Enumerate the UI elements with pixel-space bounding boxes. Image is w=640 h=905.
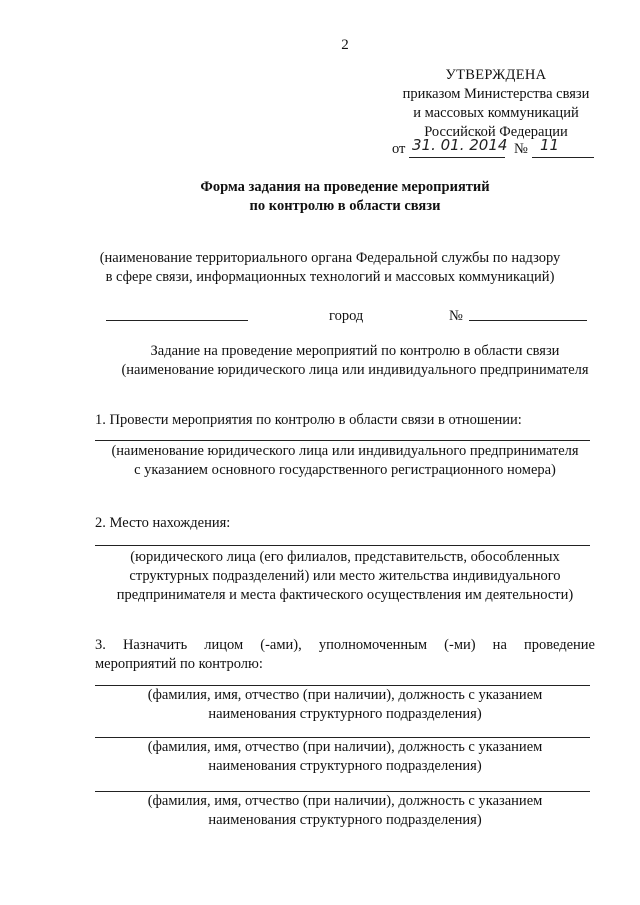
approval-line: Российской Федерации <box>424 124 568 140</box>
form-title-line: по контролю в области связи <box>249 198 441 214</box>
note-line: (фамилия, имя, отчество (при наличии), должность с указанием <box>147 739 543 755</box>
note-line: (наименование территориального органа Федеральной службы по надзору <box>99 250 561 266</box>
blank-line <box>95 440 590 441</box>
number-prefix: № <box>514 141 528 157</box>
date-prefix: от <box>392 141 406 157</box>
number-underline <box>532 157 594 158</box>
person-note <box>95 792 595 830</box>
form-title-line: Форма задания на проведение мероприятий <box>200 179 490 195</box>
task-title <box>95 342 615 380</box>
approval-stamp <box>380 66 612 142</box>
date-underline <box>409 157 505 158</box>
item-3-text <box>95 636 595 674</box>
number-label: № <box>449 308 463 324</box>
note-line: (наименование юридического лица или индивидуального предпринимателя <box>111 443 579 459</box>
city-number-row <box>0 307 640 327</box>
task-title-line: Задание на проведение мероприятий по контролю в области связи <box>150 343 560 359</box>
approval-line: и массовых коммуникаций <box>413 105 579 121</box>
page-number: 2 <box>341 37 349 53</box>
city-label: город <box>329 308 364 324</box>
approval-line: приказом Министерства связи <box>402 86 590 102</box>
note-line: наименования структурного подразделения) <box>208 758 482 774</box>
person-note <box>95 686 595 724</box>
person-note <box>95 738 595 776</box>
note-line: наименования структурного подразделения) <box>208 706 482 722</box>
handwritten-number: 11 <box>540 136 560 154</box>
territorial-body-note <box>95 249 565 287</box>
item-2-note <box>95 548 595 605</box>
task-title-line: (наименование юридического лица или индивидуального предпринимателя <box>121 362 589 378</box>
blank-line <box>469 320 587 321</box>
note-line: с указанием основного государственного регистрационного номера) <box>134 462 556 478</box>
note-line: наименования структурного подразделения) <box>208 812 482 828</box>
blank-line <box>106 320 248 321</box>
item-3-line: мероприятий по контролю: <box>95 656 263 672</box>
note-line: (фамилия, имя, отчество (при наличии), должность с указанием <box>147 687 543 703</box>
item-2-text: 2. Место нахождения: <box>95 515 231 531</box>
approval-title: УТВЕРЖДЕНА <box>445 67 547 83</box>
note-line: предпринимателя и места фактического осуществления им деятельности) <box>116 587 574 603</box>
item-3-line: 3. Назначить лицом (-ами), уполномоченным (-ми) на проведение <box>95 637 595 653</box>
handwritten-date: 31. 01. 2014 <box>412 136 508 154</box>
note-line: (юридического лица (его филиалов, представительств, обособленных <box>130 549 560 565</box>
blank-line <box>95 545 590 546</box>
note-line: (фамилия, имя, отчество (при наличии), должность с указанием <box>147 793 543 809</box>
note-line: в сфере связи, информационных технологий и массовых коммуникаций) <box>105 269 555 285</box>
item-1-note <box>95 442 595 480</box>
form-title <box>0 178 640 216</box>
item-1-text: 1. Провести мероприятия по контролю в области связи в отношении: <box>95 412 522 428</box>
note-line: структурных подразделений) или место жительства индивидуального <box>129 568 561 584</box>
